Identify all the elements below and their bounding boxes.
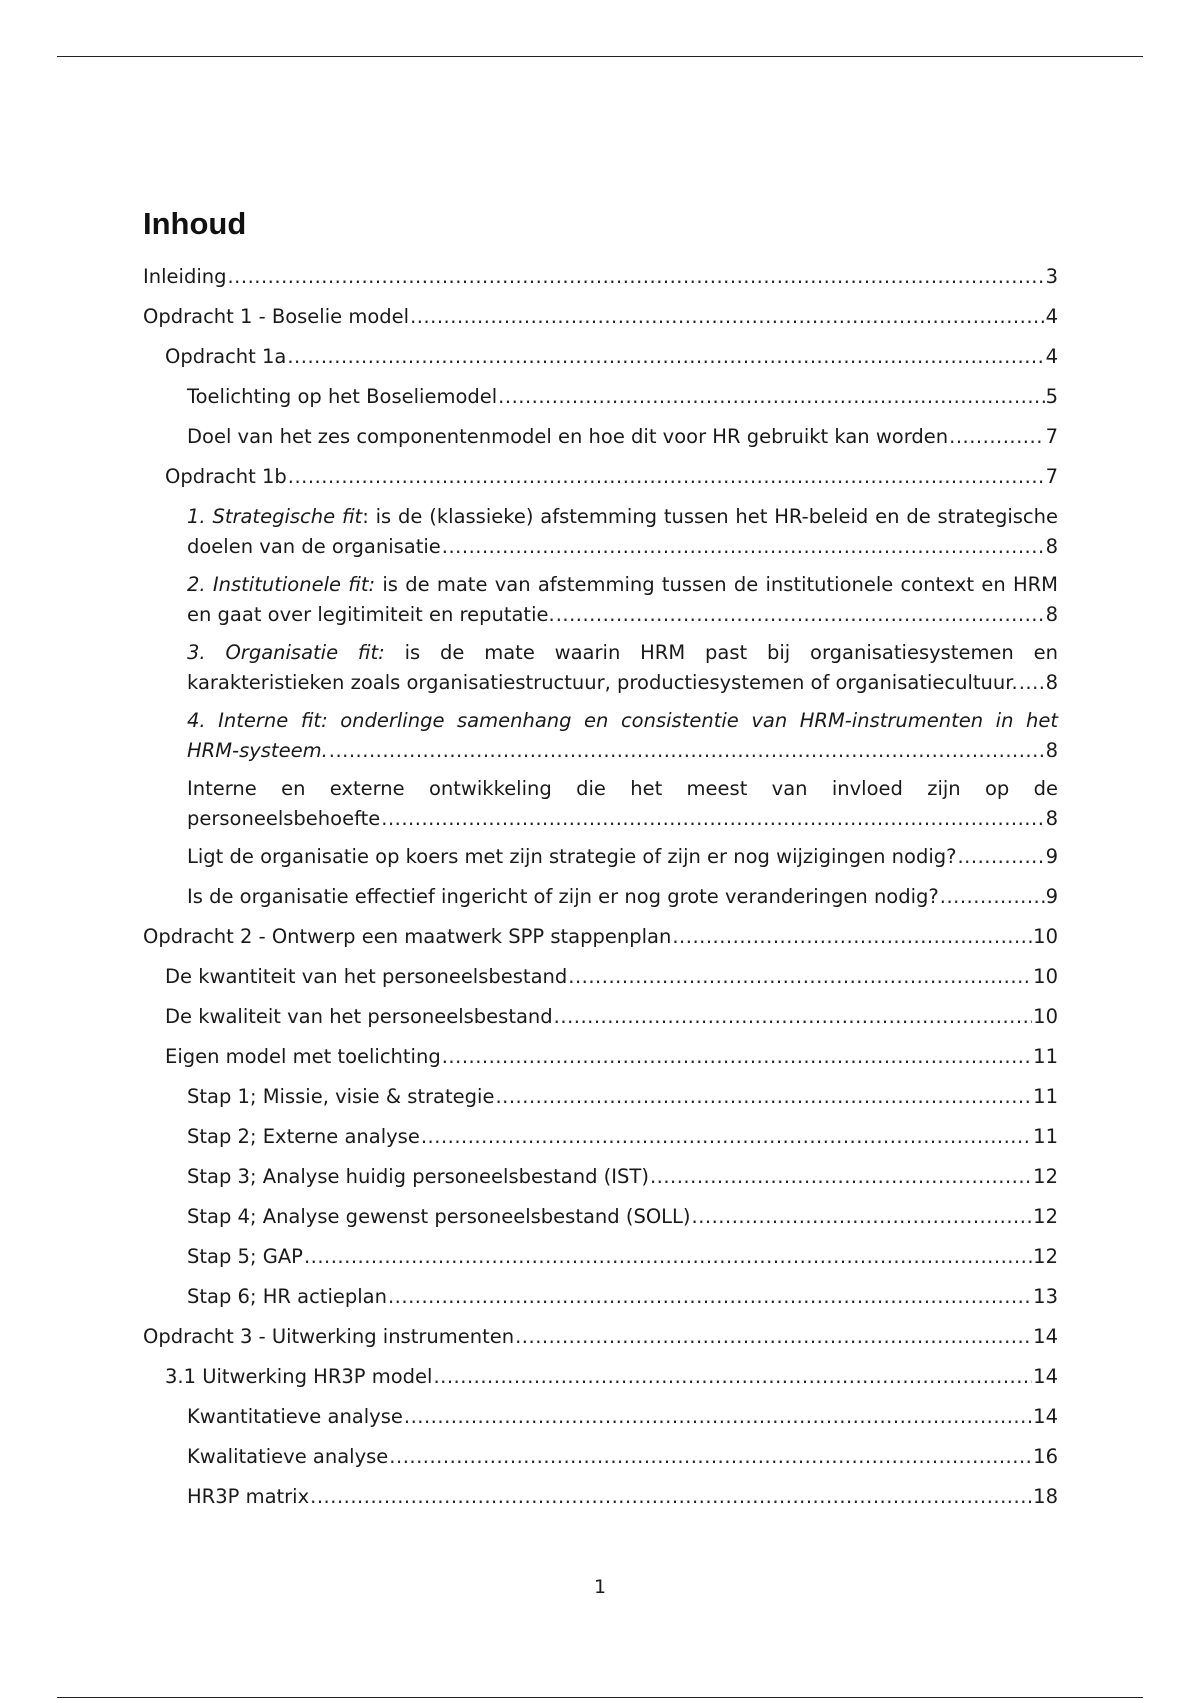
toc-page-number: 8 — [1045, 603, 1058, 626]
toc-page-number: 8 — [1045, 739, 1058, 762]
toc-entry[interactable] — [143, 502, 1058, 562]
toc-entry-text: Opdracht 2 - Ontwerp een maatwerk SPP stappenplan — [143, 925, 672, 948]
toc-entry[interactable] — [143, 1362, 1058, 1392]
dot-leader — [389, 1442, 1032, 1472]
toc-page-number: 3 — [1045, 265, 1058, 288]
toc-page-number: 8 — [1045, 807, 1058, 830]
toc-entry[interactable] — [143, 1442, 1058, 1472]
footer-rule — [57, 1697, 1143, 1698]
toc-page-number: 10 — [1033, 925, 1058, 948]
toc-page-number: 4 — [1045, 345, 1058, 368]
dot-leader — [442, 1042, 1032, 1072]
toc-entry-text: Stap 1; Missie, visie & strategie — [187, 1085, 495, 1108]
dot-leader — [310, 1482, 1032, 1512]
toc-entry[interactable] — [143, 422, 1058, 452]
toc-page-number: 11 — [1033, 1045, 1058, 1068]
toc-entry-text: Stap 6; HR actieplan — [187, 1285, 387, 1308]
dot-leader — [442, 532, 1045, 562]
toc-entry-text: is de mate waarin HRM past bij organisatiesystemen en — [384, 641, 1058, 664]
toc-entry-text-line2: doelen van de organisatie — [187, 535, 441, 558]
dot-leader — [515, 1322, 1032, 1352]
toc-entry-text: De kwaliteit van het personeelsbestand — [165, 1005, 553, 1028]
toc-entry-text: De kwantiteit van het personeelsbestand — [165, 965, 568, 988]
toc-page-number: 12 — [1033, 1165, 1058, 1188]
dot-leader — [388, 1282, 1032, 1312]
toc-page-number: 14 — [1033, 1325, 1058, 1348]
dot-leader — [949, 422, 1044, 452]
toc-entry-text: Ligt de organisatie op koers met zijn strategie of zijn er nog wijzigingen nodig? — [187, 845, 957, 868]
toc-page-number: 10 — [1033, 965, 1058, 988]
toc-entry[interactable] — [143, 462, 1058, 492]
toc-entry[interactable] — [143, 922, 1058, 952]
toc-entry-italic: 1. Strategische fit — [187, 505, 363, 528]
toc-entry-text: Toelichting op het Boseliemodel — [187, 385, 498, 408]
dot-leader — [498, 382, 1044, 412]
dot-leader — [692, 1202, 1033, 1232]
toc-page-number: 16 — [1033, 1445, 1058, 1468]
toc-entry-text: Kwalitatieve analyse — [187, 1445, 389, 1468]
toc-entry-text-line1 — [187, 774, 1058, 804]
toc-entry-italic: 2. Institutionele fit: — [187, 573, 376, 596]
dot-leader — [556, 600, 1045, 630]
toc-entry-text: Inleiding — [143, 265, 227, 288]
dot-leader — [1019, 668, 1045, 698]
toc-entry[interactable] — [143, 1322, 1058, 1352]
toc-entry-text: Interne en externe ontwikkeling die het meest van invloed zijn op de — [187, 777, 1058, 800]
toc-entry-text: Opdracht 1b — [165, 465, 287, 488]
dot-leader — [304, 1242, 1032, 1272]
toc-page-number: 12 — [1033, 1245, 1058, 1268]
toc-entry-text-line2: personeelsbehoefte — [187, 807, 381, 830]
toc-title: Inhoud — [143, 206, 247, 241]
toc-entry[interactable] — [143, 1242, 1058, 1272]
toc-entry[interactable] — [143, 1282, 1058, 1312]
dot-leader — [381, 804, 1044, 834]
toc-entry[interactable] — [143, 1082, 1058, 1112]
dot-leader — [227, 262, 1044, 292]
toc-entry[interactable] — [143, 570, 1058, 630]
dot-leader — [288, 462, 1045, 492]
toc-entry[interactable] — [143, 1202, 1058, 1232]
toc-page-number: 9 — [1045, 845, 1058, 868]
toc-entry-text: HR3P matrix — [187, 1485, 310, 1508]
toc-page-number: 18 — [1033, 1485, 1058, 1508]
toc-page-number: 11 — [1033, 1085, 1058, 1108]
toc-entry-text-line2: HRM-systeem. — [187, 739, 328, 762]
toc-entry-text: Is de organisatie effectief ingericht of zijn er nog grote veranderingen nodig? — [187, 885, 939, 908]
toc-entry[interactable] — [143, 962, 1058, 992]
toc-entry-text-line1 — [187, 638, 1058, 668]
toc-entry[interactable] — [143, 638, 1058, 698]
toc-entry-text-line2: karakteristieken zoals organisatiestructuur, productiesystemen of organisatiecultuur. — [187, 671, 1018, 694]
toc-entry-italic: 4. Interne fit: onderlinge samenhang en consistentie van HRM-instrumenten in het — [187, 709, 1058, 732]
toc-page-number: 9 — [1045, 885, 1058, 908]
dot-leader — [433, 1362, 1032, 1392]
toc-page-number: 7 — [1045, 465, 1058, 488]
toc-page-number: 5 — [1045, 385, 1058, 408]
dot-leader — [287, 342, 1044, 372]
toc-entry[interactable] — [143, 1042, 1058, 1072]
toc-entry-text: Stap 2; Externe analyse — [187, 1125, 420, 1148]
toc-entry-text: Stap 3; Analyse huidig personeelsbestand (IST) — [187, 1165, 649, 1188]
toc-page-number: 11 — [1033, 1125, 1058, 1148]
dot-leader — [421, 1122, 1032, 1152]
dot-leader — [554, 1002, 1033, 1032]
dot-leader — [495, 1082, 1032, 1112]
toc-entry-text: : is de (klassieke) afstemming tussen het HR-beleid en de strategische — [362, 505, 1058, 528]
toc-page-number: 13 — [1033, 1285, 1058, 1308]
dot-leader — [568, 962, 1032, 992]
toc-page-number: 8 — [1045, 671, 1058, 694]
toc-entry-text: is de mate van afstemming tussen de institutionele context en HRM — [375, 573, 1058, 596]
toc-entry[interactable] — [143, 882, 1058, 912]
toc-entry[interactable] — [143, 1402, 1058, 1432]
toc-entry[interactable] — [143, 1122, 1058, 1152]
toc-entry-text: 3.1 Uitwerking HR3P model — [165, 1365, 433, 1388]
dot-leader — [957, 842, 1044, 872]
toc-entry-text: Eigen model met toelichting — [165, 1045, 441, 1068]
dot-leader — [650, 1162, 1032, 1192]
dot-leader — [404, 1402, 1032, 1432]
toc-entry-text: Stap 5; GAP — [187, 1245, 303, 1268]
toc-entry-text-line2: en gaat over legitimiteit en reputatie. — [187, 603, 555, 626]
toc-entry-italic: 3. Organisatie fit: — [187, 641, 385, 664]
toc-page-number: 10 — [1033, 1005, 1058, 1028]
toc-page-number: 8 — [1045, 535, 1058, 558]
toc-page-number: 4 — [1045, 305, 1058, 328]
toc-page-number: 7 — [1045, 425, 1058, 448]
toc-entry-text: Opdracht 1 - Boselie model — [143, 305, 410, 328]
toc-entry[interactable] — [143, 342, 1058, 372]
toc-entry[interactable] — [143, 706, 1058, 766]
dot-leader — [672, 922, 1032, 952]
page-number: 1 — [593, 1576, 607, 1598]
dot-leader — [410, 302, 1045, 332]
toc-entry[interactable] — [143, 842, 1058, 872]
toc-entry-text: Kwantitatieve analyse — [187, 1405, 403, 1428]
toc-entry-text: Stap 4; Analyse gewenst personeelsbestand (SOLL) — [187, 1205, 691, 1228]
dot-leader — [329, 736, 1045, 766]
toc-entry[interactable] — [143, 1002, 1058, 1032]
table-of-contents — [143, 262, 1058, 1522]
toc-entry[interactable] — [143, 262, 1058, 292]
toc-entry[interactable] — [143, 1482, 1058, 1512]
toc-entry-text-line1 — [187, 570, 1058, 600]
toc-page-number: 14 — [1033, 1365, 1058, 1388]
toc-entry-text: Opdracht 3 - Uitwerking instrumenten — [143, 1325, 515, 1348]
toc-entry-text-line1 — [187, 502, 1058, 532]
toc-entry[interactable] — [143, 1162, 1058, 1192]
toc-page-number: 14 — [1033, 1405, 1058, 1428]
toc-entry-text: Doel van het zes componentenmodel en hoe dit voor HR gebruikt kan worden — [187, 425, 949, 448]
toc-entry[interactable] — [143, 382, 1058, 412]
dot-leader — [940, 882, 1045, 912]
toc-entry-text: Opdracht 1a — [165, 345, 287, 368]
toc-entry-text-line1 — [187, 706, 1058, 736]
toc-entry[interactable] — [143, 302, 1058, 332]
toc-entry[interactable] — [143, 774, 1058, 834]
toc-page-number: 12 — [1033, 1205, 1058, 1228]
header-rule — [57, 56, 1143, 57]
